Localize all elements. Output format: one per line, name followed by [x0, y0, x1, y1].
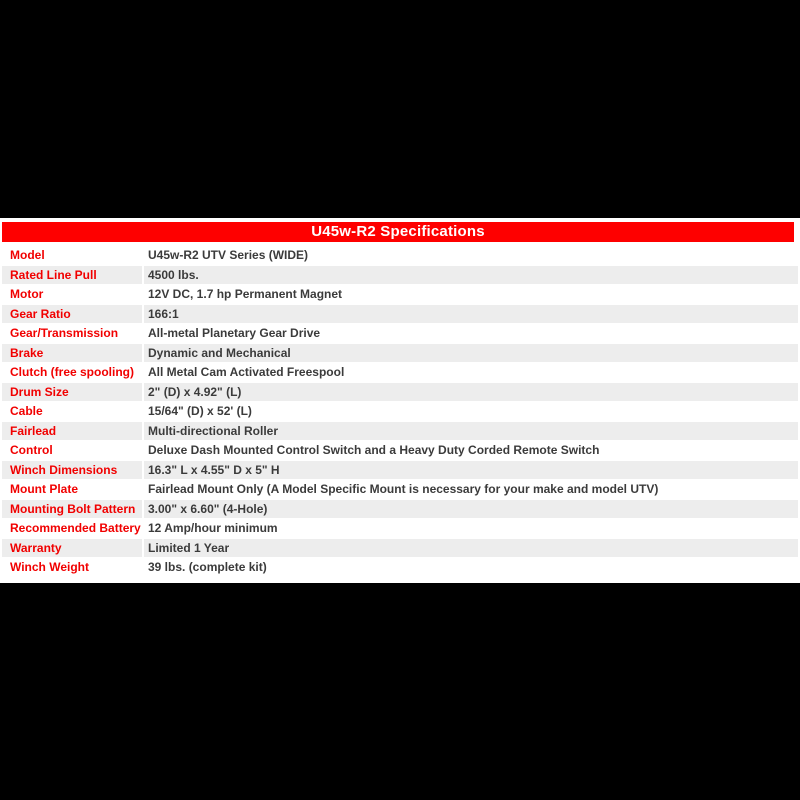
- spec-value: 15/64" (D) x 52' (L): [148, 404, 252, 418]
- spec-value: 4500 lbs.: [148, 267, 199, 282]
- spec-value: 12 Amp/hour minimum: [148, 521, 278, 535]
- table-row: [2, 383, 798, 403]
- spec-label: Clutch (free spooling): [2, 363, 144, 382]
- spec-label: Drum Size: [2, 383, 144, 402]
- spec-value: Limited 1 Year: [148, 540, 230, 555]
- spec-value: 2" (D) x 4.92" (L): [148, 384, 242, 399]
- table-row: [2, 285, 798, 305]
- specs-table-title: U45w-R2 Specifications: [2, 222, 794, 242]
- spec-label: Brake: [2, 344, 144, 363]
- spec-value: Dynamic and Mechanical: [148, 345, 291, 360]
- table-row: [2, 441, 798, 461]
- table-row: [2, 324, 798, 344]
- spec-label: Mounting Bolt Pattern: [2, 500, 144, 519]
- spec-label: Winch Dimensions: [2, 461, 144, 480]
- table-row: [2, 480, 798, 500]
- spec-value: 3.00" x 6.60" (4-Hole): [148, 501, 268, 516]
- table-row: [2, 344, 798, 364]
- specs-table: [2, 246, 798, 578]
- spec-value: All-metal Planetary Gear Drive: [148, 326, 321, 340]
- spec-label: Gear Ratio: [2, 305, 144, 324]
- table-row: [2, 461, 798, 481]
- table-row: [2, 246, 798, 266]
- spec-label: Model: [2, 246, 144, 265]
- spec-label: Warranty: [2, 539, 144, 558]
- table-row: [2, 363, 798, 383]
- spec-value: Fairlead Mount Only (A Model Specific Mount is necessary for your make and model UTV): [148, 482, 659, 496]
- table-row: [2, 422, 798, 442]
- spec-label: Motor: [2, 285, 144, 304]
- spec-value: U45w-R2 UTV Series (WIDE): [148, 248, 309, 262]
- table-row: [2, 558, 798, 578]
- spec-label: Cable: [2, 402, 144, 421]
- spec-label: Mount Plate: [2, 480, 144, 499]
- spec-label: Rated Line Pull: [2, 266, 144, 285]
- spec-value: 166:1: [148, 306, 179, 321]
- table-row: [2, 539, 798, 559]
- spec-label: Fairlead: [2, 422, 144, 441]
- spec-value: Deluxe Dash Mounted Control Switch and a Heavy Duty Corded Remote Switch: [148, 443, 600, 457]
- spec-label: Control: [2, 441, 144, 460]
- table-row: [2, 305, 798, 325]
- table-row: [2, 500, 798, 520]
- spec-label: Gear/Transmission: [2, 324, 144, 343]
- table-row: [2, 519, 798, 539]
- specs-panel: [0, 218, 800, 583]
- spec-label: Recommended Battery: [2, 519, 144, 538]
- table-row: [2, 402, 798, 422]
- spec-value: All Metal Cam Activated Freespool: [148, 365, 345, 379]
- spec-label: Winch Weight: [2, 558, 144, 577]
- spec-value: Multi-directional Roller: [148, 423, 279, 438]
- table-row: [2, 266, 798, 286]
- spec-value: 12V DC, 1.7 hp Permanent Magnet: [148, 287, 343, 301]
- spec-value: 16.3" L x 4.55" D x 5" H: [148, 462, 280, 477]
- spec-value: 39 lbs. (complete kit): [148, 560, 267, 574]
